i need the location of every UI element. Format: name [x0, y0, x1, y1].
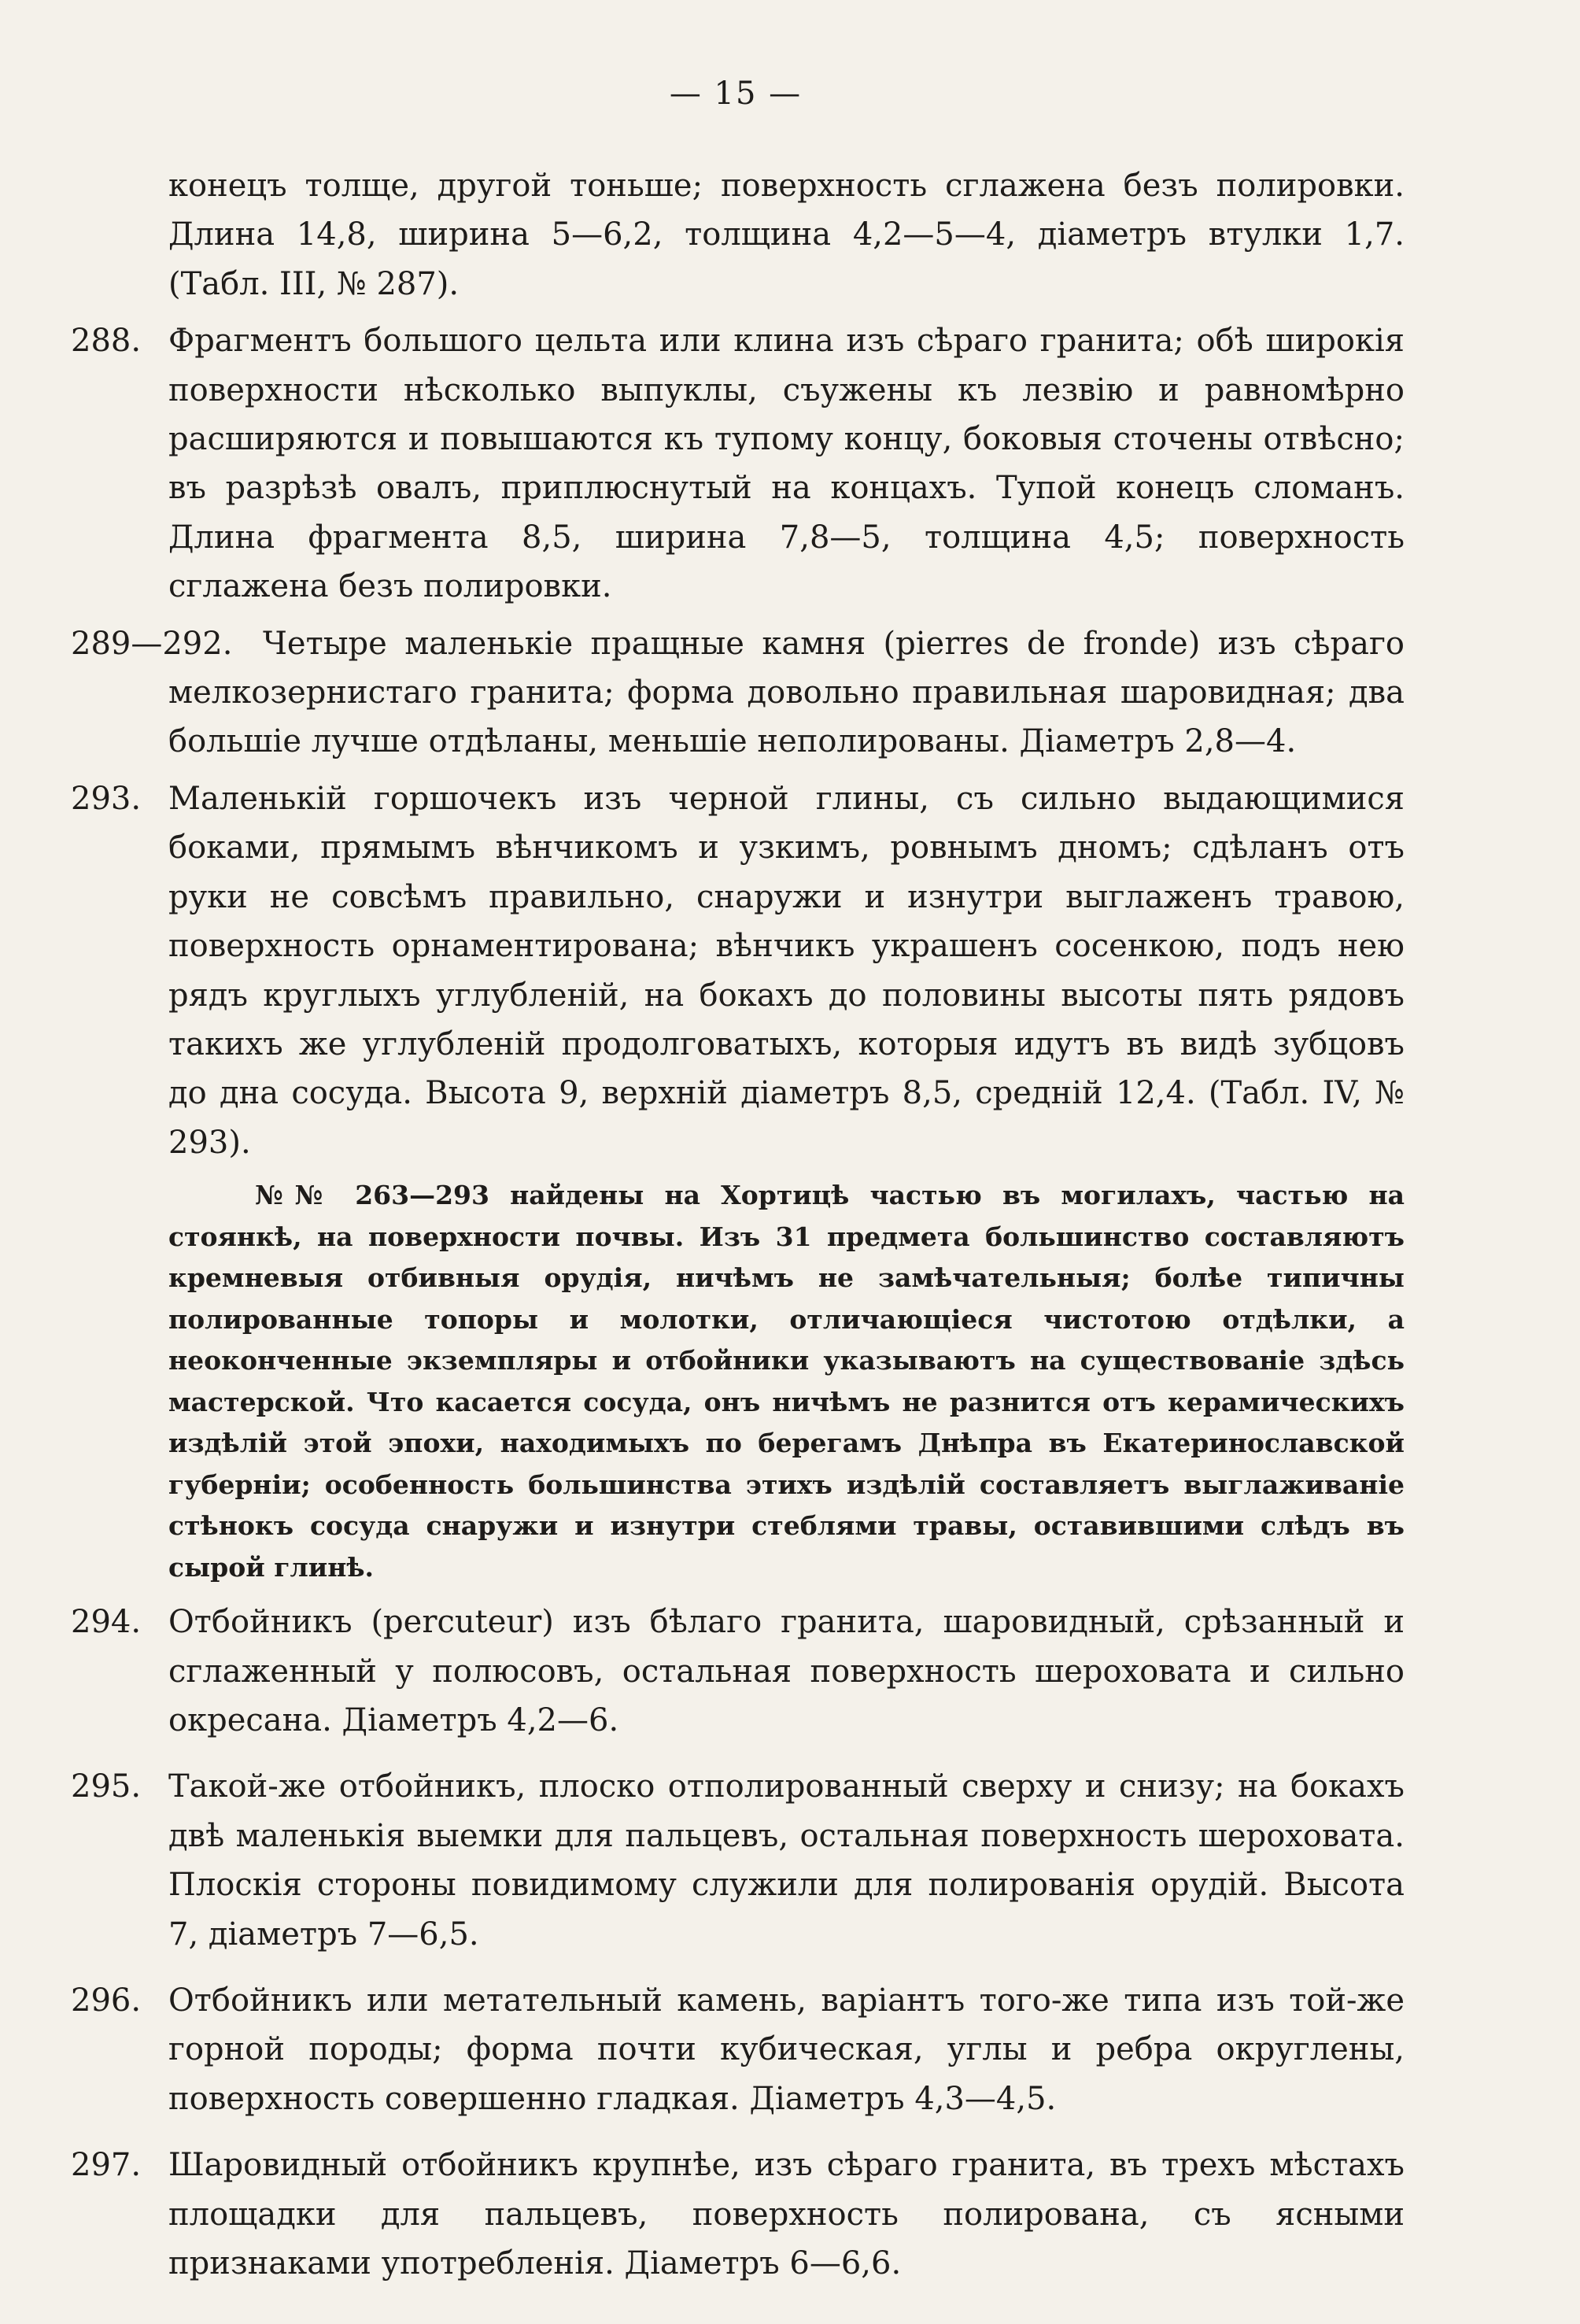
entry-text: Отбойникъ или метательный камень, варіантъ того-же типа изъ той-же горной породы; форма почти кубическая, углы и ребра округлены, поверхность совершенно гладкая. Діаметръ 4,3—4,5. [168, 1982, 1405, 2117]
entry-text: Четыре маленькіе пращные камня (pierres de fronde) изъ сѣраго мелкозернистаго гранита; форма довольно правильная шаровидная; два большіе лучше отдѣланы, меньшіе неполированы. Діаметръ 2,8—4. [168, 625, 1405, 760]
entry-number: 288. [71, 323, 142, 360]
catalog-entry-293 [71, 774, 1405, 1167]
entry-number: 297. [71, 2147, 142, 2184]
catalog-entry-295 [71, 1762, 1405, 1959]
page-number: — 15 — [669, 76, 803, 112]
entry-text: Шаровидный отбойникъ крупнѣе, изъ сѣраго гранита, въ трехъ мѣстахъ площадки для пальцевъ, поверхность полирована, съ ясными признаками употребленія. Діаметръ 6—6,6. [168, 2147, 1405, 2282]
entry-number: 294. [71, 1604, 142, 1641]
note-text: №№ 263—293 найдены на Хортицѣ частью въ могилахъ, частью на стоянкѣ, на поверхности почвы. Изъ 31 предмета большинство составляютъ кремневыя отбивныя орудія, ничѣмъ не замѣчательныя; болѣе типичны полированные топоры и молотки, отличающіеся чистотою отдѣлки, а неоконченные экземпляры и отбойники указываютъ на существованіе здѣсь мастерской. Что касается сосуда, онъ ничѣмъ не разнится отъ керамическихъ издѣлій этой эпохи, находимыхъ по берегамъ Днѣпра въ Екатеринославской губерніи; особенность большинства этихъ издѣлій составляетъ выглаживаніе стѣнокъ сосуда снаружи и изнутри стеблями травы, оставившими слѣдъ въ сырой глинѣ. [168, 1180, 1405, 1583]
entry-text: Маленькій горшочекъ изъ черной глины, съ сильно выдающимися боками, прямымъ вѣнчикомъ и узкимъ, ровнымъ дномъ; сдѣланъ отъ руки не совсѣмъ правильно, снаружи и изнутри выглаженъ травою, поверхность орнаментирована; вѣнчикъ украшенъ сосенкою, подъ нею рядъ круглыхъ углубленій, на бокахъ до половины высоты пять рядовъ такихъ же углубленій продолговатыхъ, которыя идутъ въ видѣ зубцовъ до дна сосуда. Высота 9, верхній діаметръ 8,5, средній 12,4. (Табл. IV, № 293). [168, 780, 1405, 1161]
entry-number: 295. [71, 1768, 142, 1805]
catalog-entry-288 [71, 316, 1405, 611]
entry-text: Такой-же отбойникъ, плоско отполированный сверху и снизу; на бокахъ двѣ маленькія выемки для пальцевъ, остальная поверхность шероховата. Плоскія стороны повидимому служили для полированія орудій. Высота 7, діаметръ 7—6,5. [168, 1768, 1405, 1953]
catalog-entry-296 [71, 1976, 1405, 2123]
continuation-text: конецъ толще, другой тоньше; поверхность сглажена безъ полировки. Длина 14,8, ширина 5—6,2, толщина 4,2—5—4, діаметръ втулки 1,7. (Табл. III, № 287). [168, 168, 1405, 302]
catalog-entry-297 [71, 2141, 1405, 2288]
page-body [71, 161, 1405, 2296]
entry-text: Фрагментъ большого цельта или клина изъ сѣраго гранита; обѣ широкія поверхности нѣсколько выпуклы, съужены къ лезвію и равномѣрно расширяются и повышаются къ тупому концу, боковыя сточены отвѣсно; въ разрѣзѣ овалъ, приплюснутый на концахъ. Тупой конецъ сломанъ. Длина фрагмента 8,5, ширина 7,8—5, толщина 4,5; поверхность сглажена безъ полировки. [168, 323, 1405, 605]
entry-text: Отбойникъ (percuteur) изъ бѣлаго гранита, шаровидный, срѣзанный и сглаженный у полюсовъ, остальная поверхность шероховата и сильно окресана. Діаметръ 4,2—6. [168, 1604, 1405, 1738]
entry-number: 296. [71, 1982, 142, 2019]
continuation-paragraph [71, 161, 1405, 309]
entry-number: 293. [71, 780, 142, 817]
entry-number: 289—292. [71, 625, 233, 662]
collection-note [71, 1175, 1405, 1588]
catalog-entry-294 [71, 1598, 1405, 1745]
catalog-entry-289-292 [71, 619, 1405, 767]
